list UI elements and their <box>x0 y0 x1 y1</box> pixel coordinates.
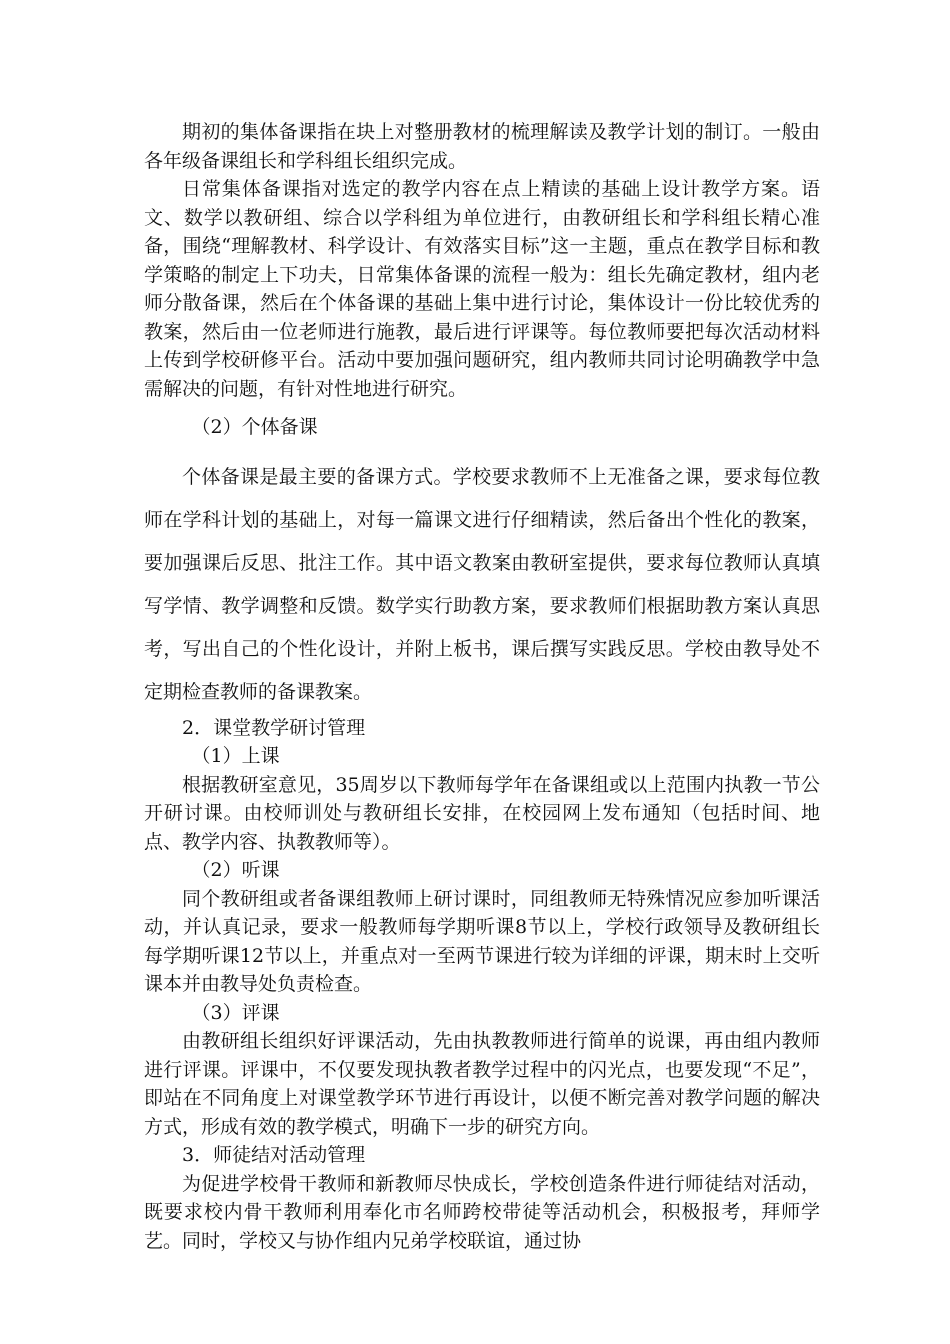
document-body <box>144 118 820 1255</box>
paragraph-evaluation: 由教研组长组织好评课活动，先由执教教师进行简单的说课，再由组内教师进行评课。评课中，不仅要发现执教者教学过程中的闪光点，也要发现“不足”，即站在不同角度上对课堂教学环节进行再设计，以便不断完善对教学问题的解决方式，形成有效的教学模式，明确下一步的研究方向。 <box>144 1030 820 1138</box>
heading-classroom-teaching: 2．课堂教学研讨管理 <box>182 716 366 739</box>
paragraph-individual-prep: 个体备课是最主要的备课方式。学校要求教师不上无准备之课，要求每位教师在学科计划的基础上，对每一篇课文进行仔细精读，然后备出个性化的教案，要加强课后反思、批注工作。其中语文教案由教研室提供，要求每位教师认真填写学情、教学调整和反馈。数学实行助教方案，要求教师们根据助教方案认真思考，写出自己的个性化设计，并附上板书，课后撰写实践反思。学校由教导处不定期检查教师的备课教案。 <box>144 465 820 703</box>
paragraph-lecture: 根据教研室意见，35周岁以下教师每学年在备课组或以上范围内执教一节公开研讨课。由校师训处与教研组长安排，在校园网上发布通知（包括时间、地点、教学内容、执教教师等）。 <box>144 773 820 853</box>
heading-evaluation: （3）评课 <box>191 1001 280 1024</box>
spacer <box>144 442 820 456</box>
paragraph-semester-lesson-prep: 期初的集体备课指在块上对整册教材的梳理解读及教学计划的制订。一般由各年级备课组长和学科组长组织完成。 <box>144 121 820 172</box>
heading-observation: （2）听课 <box>191 859 280 881</box>
paragraph-observation: 同个教研组或者备课组教师上研讨课时，同组教师无特殊情况应参加听课活动，并认真记录，要求一般教师每学期听课8节以上，学校行政领导及教研组长每学期听课12节以上，并重点对一至两节课进行较为详细的评课，期末时上交听课本并由教导处负责检查。 <box>144 887 820 995</box>
spacer <box>144 403 820 413</box>
heading-lecture: （1）上课 <box>191 745 280 767</box>
paragraph-daily-collective-prep: 日常集体备课指对选定的教学内容在点上精读的基础上设计教学方案。语文、数学以教研组、综合以学科组为单位进行，由教研组长和学科组长精心准备，围绕“理解教材、科学设计、有效落实目标”这一主题，重点在教学目标和教学策略的制定上下功夫，日常集体备课的流程一般为：组长先确定教材，组内老师分散备课，然后在个体备课的基础上集中进行讨论，集体设计一份比较优秀的教案，然后由一位老师进行施教，最后进行评课等。每位教师要把每次活动材料上传到学校研修平台。活动中要加强问题研究，组内教师共同讨论明确教学中急需解决的问题，有针对性地进行研究。 <box>144 178 820 400</box>
paragraph-mentorship: 为促进学校骨干教师和新教师尽快成长，学校创造条件进行师徒结对活动，既要求校内骨干教师利用奉化市名师跨校带徒等活动机会，积极报考，拜师学艺。同时，学校又与协作组内兄弟学校联谊，通过协 <box>144 1172 820 1252</box>
heading-individual-prep: （2）个体备课 <box>191 416 318 438</box>
heading-mentorship: 3．师徒结对活动管理 <box>182 1144 366 1166</box>
